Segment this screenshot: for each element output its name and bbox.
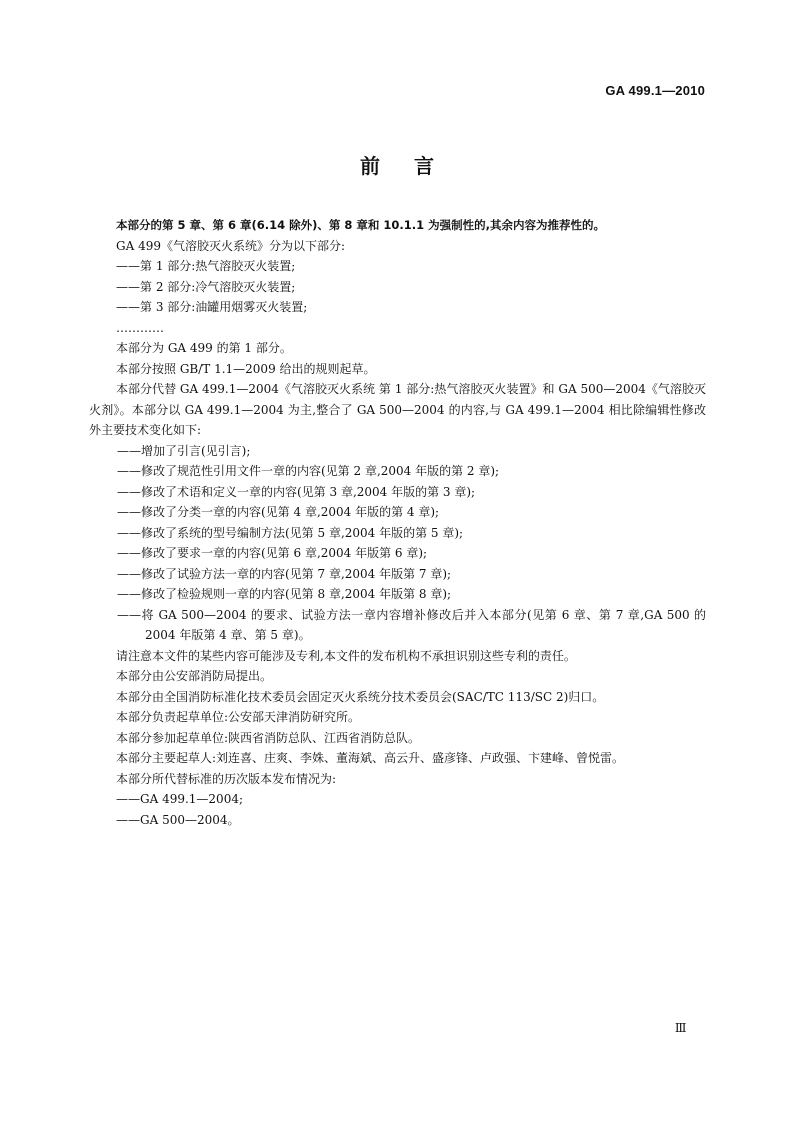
change-list-item: ——修改了系统的型号编制方法(见第 5 章,2004 年版的第 5 章);: [117, 525, 464, 540]
committee-statement: 本部分由全国消防标准化技术委员会固定灭火系统分技术委员会(SAC/TC 113/SC 2)归口。: [116, 689, 605, 704]
header-standard-code: GA 499.1—2010: [605, 83, 705, 98]
change-list-item: ——修改了检验规则一章的内容(见第 8 章,2004 年版第 8 章);: [117, 587, 452, 601]
page-title: 前言: [360, 154, 468, 178]
history-intro: 本部分所代替标准的历次版本发布情况为:: [116, 771, 337, 786]
participating-units: 本部分参加起草单位:陕西省消防总队、江西省消防总队。: [116, 730, 421, 745]
part-list-ellipsis: …………: [116, 320, 164, 335]
part-list-item: ——第 2 部分:冷气溶胶灭火装置;: [116, 279, 296, 294]
page-number: Ⅲ: [674, 1021, 687, 1035]
main-drafters: 本部分主要起草人:刘连喜、庄爽、李姝、董海斌、高云升、盛彦锋、卢政强、卞建峰、曾悦雷。: [116, 751, 625, 765]
change-list-item: ——修改了要求一章的内容(见第 6 章,2004 年版第 6 章);: [117, 546, 428, 560]
change-list-item: ——修改了分类一章的内容(见第 4 章,2004 年版的第 4 章);: [117, 505, 440, 519]
change-list-item: ——修改了试验方法一章的内容(见第 7 章,2004 年版第 7 章);: [117, 566, 452, 581]
lead-drafting-unit: 本部分负责起草单位:公安部天津消防研究所。: [116, 710, 361, 724]
mandatory-statement: 本部分的第 5 章、第 6 章(6.14 除外)、第 8 章和 10.1.1 为强制性的,其余内容为推荐性的。: [116, 218, 606, 232]
replacement-statement: 本部分代替 GA 499.1—2004《气溶胶灭火系统 第 1 部分:热气溶胶灭火装置》和 GA 500—2004《气溶胶灭火剂》。本部分以 GA 499.1—2004 为主,整合了 GA 500—2004 的内容,与 GA 499.1—2004 相比除编辑性修改外主要技术变化如下:: [89, 382, 706, 437]
part-list-item: ——第 1 部分:热气溶胶灭火装置;: [116, 259, 296, 273]
change-list-item: ——将 GA 500—2004 的要求、试验方法一章内容增补修改后并入本部分(见第 6 章、第 7 章,GA 500 的 2004 年版第 4 章、第 5 章)。: [117, 607, 706, 642]
document-body: [89, 215, 706, 830]
history-item: ——GA 499.1—2004;: [116, 792, 244, 806]
part-statement: 本部分为 GA 499 的第 1 部分。: [116, 341, 292, 355]
patent-notice: 请注意本文件的某些内容可能涉及专利,本文件的发布机构不承担识别这些专利的责任。: [116, 648, 576, 663]
drafting-rules: 本部分按照 GB/T 1.1—2009 给出的规则起草。: [116, 361, 376, 376]
history-item: ——GA 500—2004。: [116, 812, 240, 827]
change-list-item: ——修改了规范性引用文件一章的内容(见第 2 章,2004 年版的第 2 章);: [117, 464, 500, 478]
parts-intro: GA 499《气溶胶灭火系统》分为以下部分:: [116, 238, 346, 253]
part-list-item: ——第 3 部分:油罐用烟雾灭火装置;: [116, 300, 308, 314]
change-list-item: ——修改了术语和定义一章的内容(见第 3 章,2004 年版的第 3 章);: [117, 484, 476, 499]
change-list-item: ——增加了引言(见引言);: [117, 443, 251, 458]
proposer-statement: 本部分由公安部消防局提出。: [116, 669, 273, 683]
